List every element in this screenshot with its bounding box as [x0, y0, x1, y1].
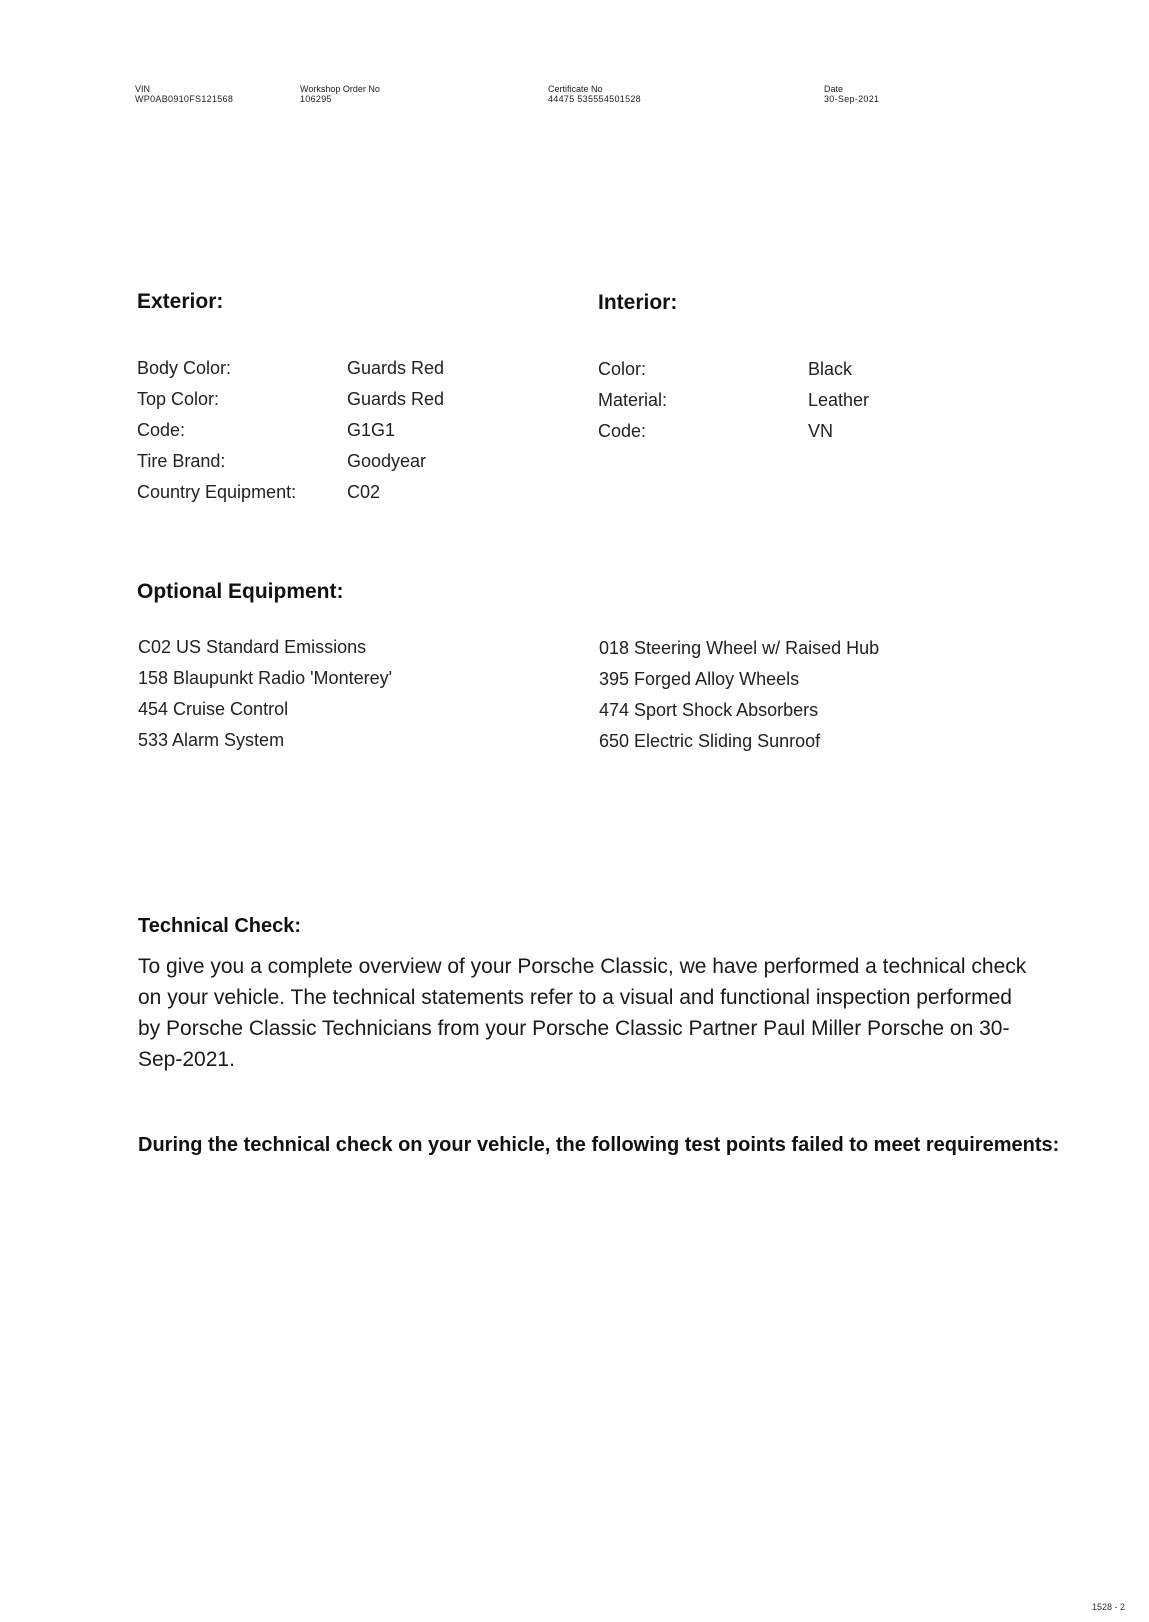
list-item: 650 Electric Sliding Sunroof: [599, 731, 821, 751]
row-value: Guards Red: [347, 358, 445, 378]
row-value: Goodyear: [347, 451, 427, 471]
row-value: Leather: [808, 390, 870, 410]
workshop-order-value: 106295: [300, 94, 332, 104]
interior-row: [598, 385, 869, 416]
exterior-row: [137, 477, 444, 508]
certificate-label: Certificate No: [548, 84, 603, 94]
row-label: Body Color:: [137, 358, 232, 378]
interior-heading: Interior:: [598, 291, 678, 314]
row-value: VN: [808, 421, 834, 441]
optional-equipment-right-list: [599, 633, 879, 757]
exterior-row: [137, 353, 444, 384]
row-label: Code:: [137, 420, 186, 440]
list-item: 474 Sport Shock Absorbers: [599, 700, 819, 720]
technical-check-paragraph: To give you a complete overview of your Porsche Classic, we have performed a technical check on your vehicle. The technical statements refer to a visual and functional inspection performed by Porsche Classic Technicians from your Porsche Classic Partner Paul Miller Porsche on 30-Sep-2021.: [138, 955, 1027, 1071]
exterior-row: [137, 446, 444, 477]
exterior-list: [137, 353, 444, 508]
date-label: Date: [824, 84, 844, 94]
interior-list: [598, 354, 869, 447]
certificate-value: 44475 535554501528: [548, 94, 641, 104]
page-number: 1528 - 2: [1091, 1602, 1125, 1612]
exterior-row: [137, 415, 444, 446]
list-item: 158 Blaupunkt Radio 'Monterey': [138, 668, 393, 688]
row-label: Material:: [598, 390, 668, 410]
list-item: C02 US Standard Emissions: [138, 637, 367, 657]
row-value: C02: [347, 482, 381, 502]
list-item: 533 Alarm System: [138, 730, 285, 750]
row-value: Black: [808, 359, 853, 379]
failed-test-points-heading: During the technical check on your vehicle, the following test points failed to meet requirements:: [138, 1134, 1060, 1156]
optional-equipment-left-list: [138, 632, 392, 756]
technical-check-heading: Technical Check:: [138, 915, 302, 937]
list-item: 018 Steering Wheel w/ Raised Hub: [599, 638, 880, 658]
interior-row: [598, 354, 869, 385]
date-value: 30-Sep-2021: [824, 94, 880, 104]
row-label: Code:: [598, 421, 647, 441]
list-item: 395 Forged Alloy Wheels: [599, 669, 800, 689]
exterior-row: [137, 384, 444, 415]
row-label: Top Color:: [137, 389, 220, 409]
row-label: Tire Brand:: [137, 451, 226, 471]
interior-row: [598, 416, 869, 447]
row-value: G1G1: [347, 420, 396, 440]
workshop-order-label: Workshop Order No: [300, 84, 380, 94]
certificate-field: [548, 84, 641, 104]
row-label: Color:: [598, 359, 647, 379]
workshop-order-field: [300, 84, 380, 104]
list-item: 454 Cruise Control: [138, 699, 289, 719]
vin-value: WP0AB0910FS121568: [135, 94, 234, 104]
exterior-heading: Exterior:: [137, 290, 224, 313]
optional-equipment-heading: Optional Equipment:: [137, 580, 344, 603]
row-label: Country Equipment:: [137, 482, 297, 502]
vin-label: VIN: [135, 84, 151, 94]
vin-field: [135, 84, 233, 104]
row-value: Guards Red: [347, 389, 445, 409]
date-field: [824, 84, 879, 104]
